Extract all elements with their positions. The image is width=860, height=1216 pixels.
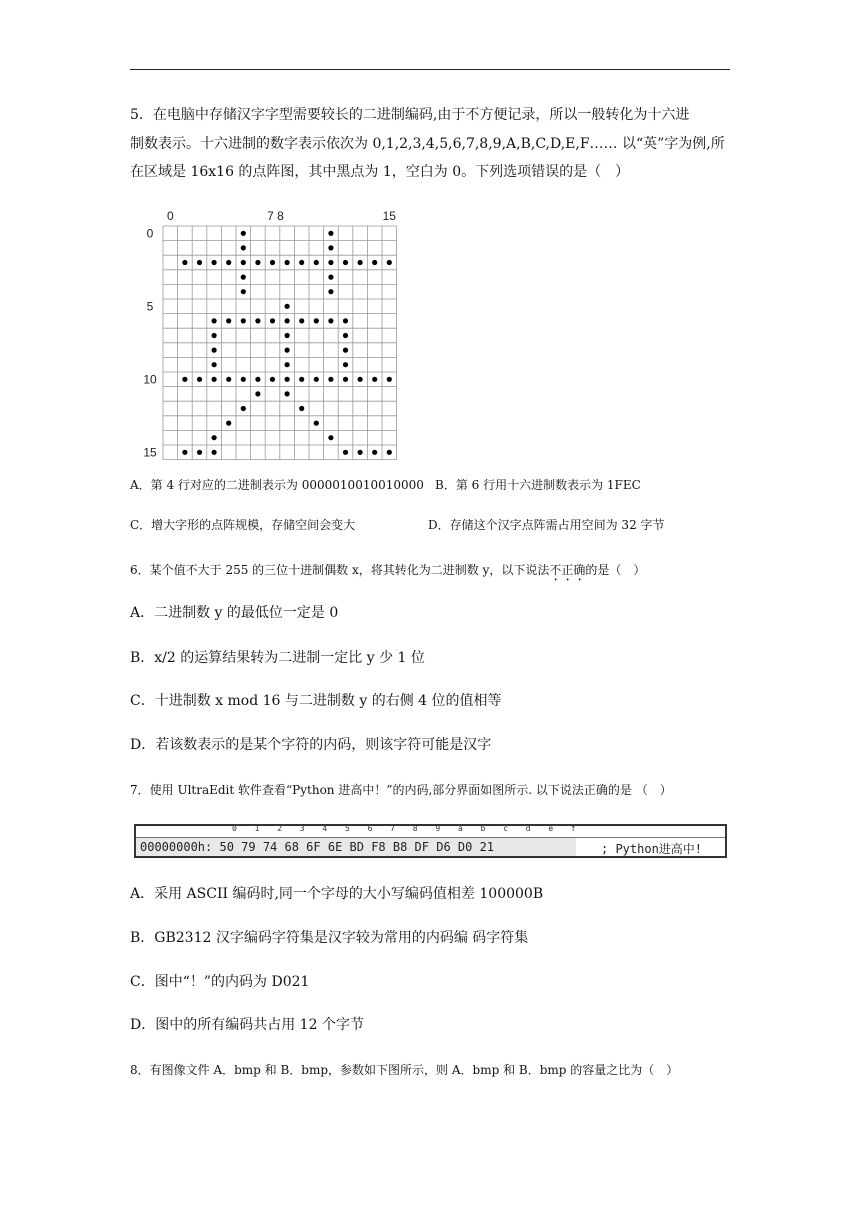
grid-dot xyxy=(241,406,246,411)
hex-editor-view xyxy=(134,824,727,858)
grid-dot xyxy=(343,362,348,367)
grid-dot xyxy=(285,348,290,353)
grid-dot xyxy=(328,289,333,294)
grid-dot xyxy=(212,318,217,323)
grid-dot xyxy=(372,450,377,455)
q8-stem: 8．有图像文件 A．bmp 和 B．bmp，参数如下图所示，则 A．bmp 和 B．bmp 的容量之比为（ ） xyxy=(130,1063,679,1077)
q6-option-a: A．二进制数 y 的最低位一定是 0 xyxy=(130,605,339,621)
q7-option-d: D．图中的所有编码共占用 12 个字节 xyxy=(130,1017,364,1033)
hex-column-label: f xyxy=(570,824,576,833)
hex-column-label: 7 xyxy=(390,824,395,833)
grid-dot xyxy=(241,275,246,280)
grid-dot xyxy=(241,318,246,323)
grid-row-label: 0 xyxy=(146,226,154,241)
grid-dot xyxy=(314,421,319,426)
grid-dot xyxy=(270,318,275,323)
grid-dot xyxy=(285,391,290,396)
hex-column-label: 9 xyxy=(435,824,441,833)
grid-dot xyxy=(197,377,202,382)
grid-dot xyxy=(358,377,363,382)
hex-column-label: 3 xyxy=(299,824,305,833)
grid-dot xyxy=(343,450,348,455)
hex-column-label: 5 xyxy=(344,824,350,833)
grid-dot xyxy=(255,318,260,323)
grid-dot xyxy=(372,377,377,382)
grid-dot xyxy=(314,318,319,323)
grid-dot xyxy=(212,435,217,440)
grid-dot xyxy=(285,333,290,338)
q5-stem-line2: 制数表示。十六进制的数字表示依次为 0,1,2,3,4,5,6,7,8,9,A,B,C,D,E,F…… 以“英”字为例,所 xyxy=(130,136,725,152)
grid-dot xyxy=(343,377,348,382)
hex-ascii-text: ; Python进高中! xyxy=(601,842,703,856)
q7-option-a: A．采用 ASCII 编码时,同一个字母的大小写编码值相差 100000B xyxy=(130,886,544,902)
grid-dot xyxy=(241,245,246,250)
hex-column-label: a xyxy=(457,824,463,833)
q6-stem-pre: 6．某个值不大于 255 的三位十进制偶数 x，将其转化为二进制数 y，以下说法 xyxy=(130,563,550,577)
grid-dot xyxy=(212,333,217,338)
grid-dot xyxy=(255,377,260,382)
grid-dot xyxy=(314,377,319,382)
dot-matrix-grid xyxy=(130,204,410,460)
q6-option-c: C．十进制数 x mod 16 与二进制数 y 的右侧 4 位的值相等 xyxy=(130,693,502,709)
grid-dot xyxy=(226,318,231,323)
grid-dot xyxy=(314,260,319,265)
grid-dot xyxy=(328,318,333,323)
grid-dot xyxy=(328,275,333,280)
grid-dot xyxy=(226,421,231,426)
q5-option-c: C．增大字形的点阵规模，存储空间会变大 xyxy=(130,518,356,532)
grid-dot xyxy=(285,318,290,323)
q5-option-b: B．第 6 行用十六进制数表示为 1FEC xyxy=(435,478,641,492)
grid-dot xyxy=(387,260,392,265)
grid-dot xyxy=(328,435,333,440)
hex-column-label: 6 xyxy=(367,824,373,833)
hex-data-row xyxy=(140,840,494,854)
q7-option-c: C．图中“！”的内码为 D021 xyxy=(130,974,310,990)
grid-dot xyxy=(212,377,217,382)
grid-dot xyxy=(212,260,217,265)
grid-dot xyxy=(241,377,246,382)
hex-column-label: b xyxy=(480,824,486,833)
hex-column-header xyxy=(136,826,725,838)
grid-dot xyxy=(343,333,348,338)
grid-dot xyxy=(387,377,392,382)
hex-column-label: e xyxy=(548,824,554,833)
grid-col-label: 15 xyxy=(382,209,396,223)
grid-row-label: 10 xyxy=(143,372,157,387)
grid-dot xyxy=(285,377,290,382)
hex-address: 00000000h: xyxy=(140,840,213,854)
grid-dot xyxy=(299,318,304,323)
grid-dot xyxy=(358,260,363,265)
grid-dot xyxy=(270,377,275,382)
grid-dot xyxy=(285,304,290,309)
grid-dot xyxy=(182,260,187,265)
grid-dot xyxy=(372,260,377,265)
hex-column-label: 4 xyxy=(322,824,328,833)
grid-dot xyxy=(182,450,187,455)
grid-dot xyxy=(241,260,246,265)
q5-stem-line3: 在区域是 16x16 的点阵图，其中黑点为 1，空白为 0。下列选项错误的是（ ） xyxy=(130,164,630,180)
header-rule xyxy=(130,69,730,70)
grid-row-label: 15 xyxy=(143,445,157,460)
hex-column-label: c xyxy=(503,824,508,833)
grid-dot xyxy=(328,231,333,236)
hex-column-label: 8 xyxy=(412,824,418,833)
q6-stem-post: 的是（ ） xyxy=(585,563,646,577)
grid-dot xyxy=(343,318,348,323)
grid-dot xyxy=(358,450,363,455)
grid-dot xyxy=(241,289,246,294)
q5-option-a: A．第 4 行对应的二进制表示为 0000010010010000 xyxy=(130,478,424,492)
q6-stem-emphasis: 不正确 xyxy=(549,563,586,577)
hex-column-labels xyxy=(232,824,594,833)
grid-dot xyxy=(328,260,333,265)
q6-option-d: D．若该数表示的是某个字符的内码，则该字符可能是汉字 xyxy=(130,737,492,753)
grid-dot xyxy=(226,377,231,382)
hex-column-label: 1 xyxy=(254,824,260,833)
grid-dot xyxy=(212,362,217,367)
grid-dot xyxy=(299,377,304,382)
grid-dot xyxy=(328,245,333,250)
grid-dot xyxy=(197,450,202,455)
grid-dot xyxy=(299,260,304,265)
grid-dot xyxy=(255,391,260,396)
grid-dot xyxy=(182,377,187,382)
grid-dot xyxy=(212,348,217,353)
grid-row-label: 5 xyxy=(146,299,154,314)
q6-option-b: B．x/2 的运算结果转为二进制一定比 y 少 1 位 xyxy=(130,650,425,666)
grid-dot xyxy=(328,377,333,382)
grid-col-label: 7 8 xyxy=(267,209,284,223)
hex-bytes: 50 79 74 68 6F 6E BD F8 B8 DF D6 D0 21 xyxy=(219,840,495,854)
q6-stem xyxy=(130,556,740,584)
q5-stem-line1: 5．在电脑中存储汉字字型需要较长的二进制编码,由于不方便记录，所以一般转化为十六进 xyxy=(130,107,690,123)
hex-column-label: 0 xyxy=(232,824,237,833)
grid-dot xyxy=(343,260,348,265)
grid-dot xyxy=(343,348,348,353)
grid-dot xyxy=(285,260,290,265)
grid-dot xyxy=(255,260,260,265)
grid-dot xyxy=(226,260,231,265)
q5-option-d: D．存储这个汉字点阵需占用空间为 32 字节 xyxy=(428,518,665,532)
q7-option-b: B．GB2312 汉字编码字符集是汉字较为常用的内码编 码字符集 xyxy=(130,930,529,946)
grid-dot xyxy=(270,260,275,265)
grid-dot xyxy=(241,231,246,236)
q7-stem: 7．使用 UltraEdit 软件查看“Python 进高中！”的内码,部分界面如图所示. 以下说法正确的是 （ ） xyxy=(130,783,672,797)
grid-dot xyxy=(387,450,392,455)
grid-dot xyxy=(197,260,202,265)
grid-col-label: 0 xyxy=(166,209,174,223)
grid-dot xyxy=(299,406,304,411)
grid-dot xyxy=(212,450,217,455)
hex-column-label: d xyxy=(525,824,531,833)
hex-column-label: 2 xyxy=(277,824,283,833)
grid-dot xyxy=(285,362,290,367)
